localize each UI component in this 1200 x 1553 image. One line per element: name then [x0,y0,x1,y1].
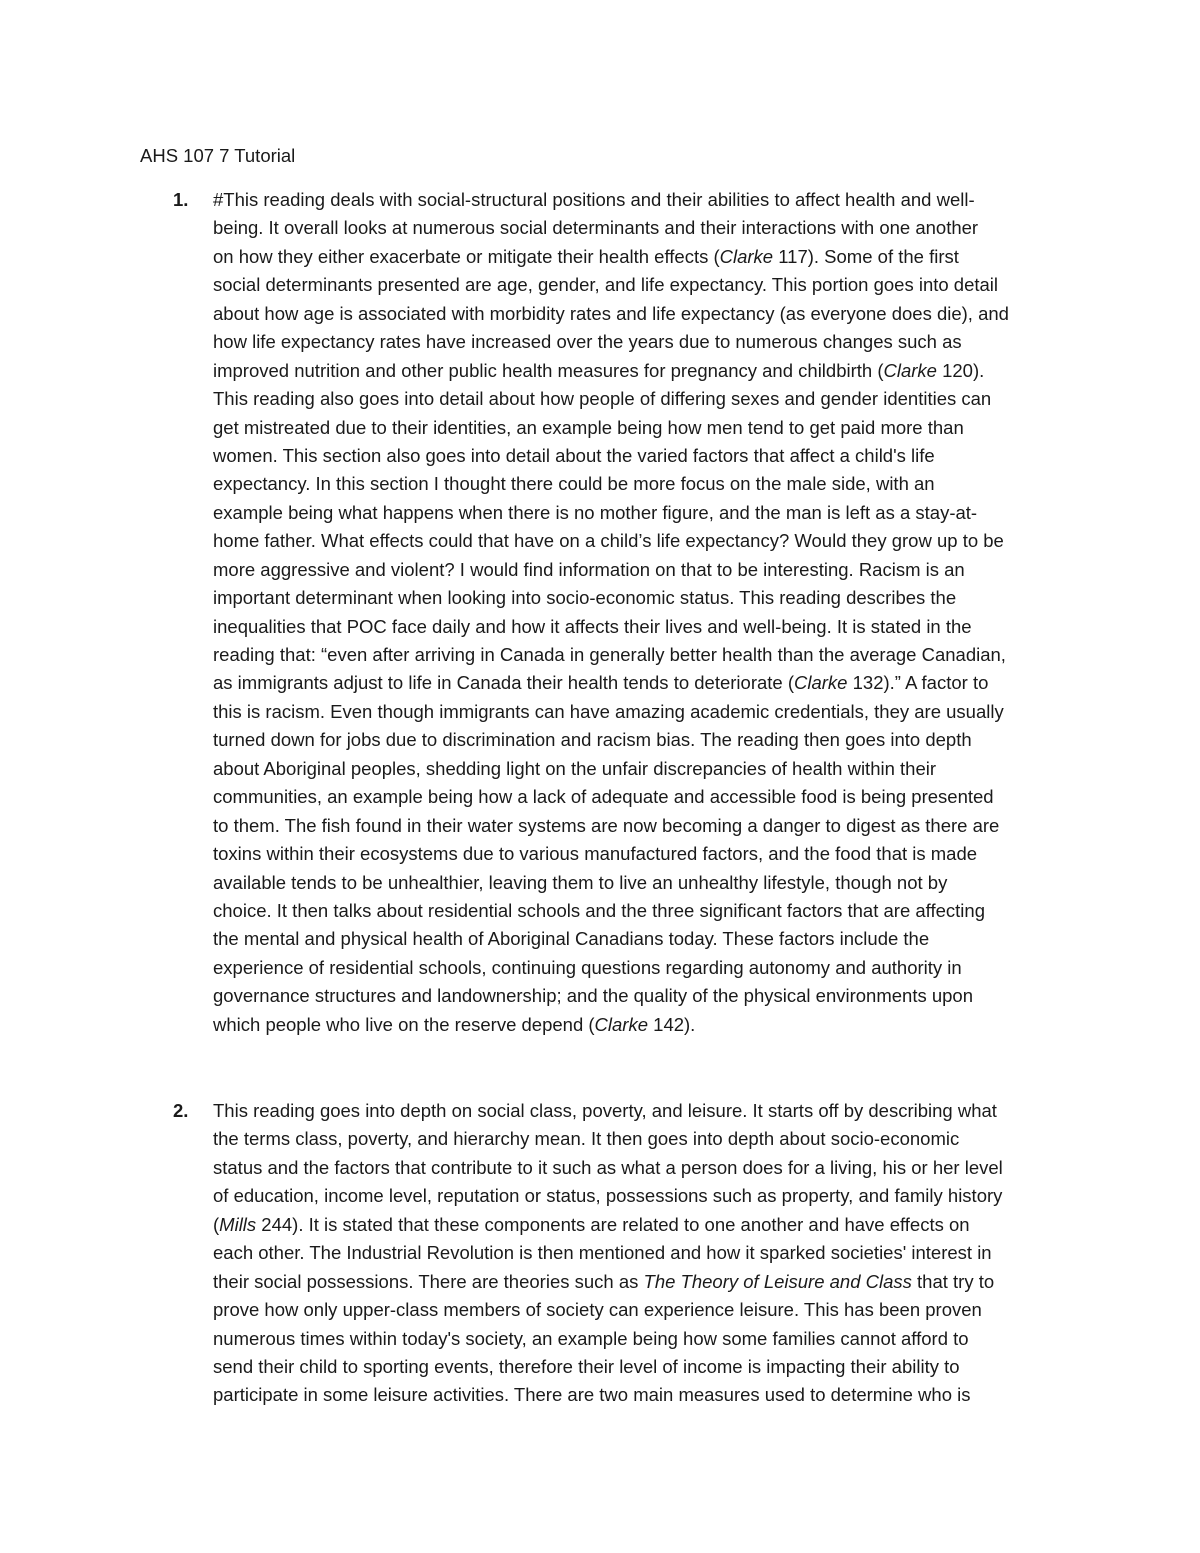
text-line: improved nutrition and other public health measures for pregnancy and childbirth (Clarke 120). [213,359,985,381]
text-line: how life expectancy rates have increased over the years due to numerous changes such as [213,331,962,353]
text-line: (Mills 244). It is stated that these components are related to one another and have effects on [213,1213,970,1235]
text-line: turned down for jobs due to discrimination and racism bias. The reading then goes into depth [213,729,972,751]
text-line: communities, an example being how a lack of adequate and accessible food is being presented [213,786,994,808]
text-line: numerous times within today's society, an example being how some families cannot afford to [213,1327,969,1349]
text-line: about Aboriginal peoples, shedding light on the unfair discrepancies of health within their [213,757,937,779]
text-line: choice. It then talks about residential schools and the three significant factors that are affecting [213,899,985,921]
text-line: toxins within their ecosystems due to various manufactured factors, and the food that is made [213,843,978,865]
document-title: AHS 107 7 Tutorial [140,145,296,166]
text-line: about how age is associated with morbidity rates and life expectancy (as everyone does die), and [213,302,1009,324]
text-line: the terms class, poverty, and hierarchy mean. It then goes into depth about socio-economic [213,1128,960,1150]
text-line: which people who live on the reserve depend (Clarke 142). [213,1013,696,1035]
text-line: home father. What effects could that have on a child’s life expectancy? Would they grow up to be [213,530,1004,552]
list-item-text [213,186,1073,1039]
text-line: to them. The fish found in their water systems are now becoming a danger to digest as there are [213,814,1000,836]
text-line: governance structures and landownership; and the quality of the physical environments upon [213,985,973,1007]
text-line: of education, income level, reputation or status, possessions such as property, and family history [213,1185,1003,1207]
text-line: each other. The Industrial Revolution is then mentioned and how it sparked societies' interest in [213,1242,992,1264]
text-line: This reading goes into depth on social class, poverty, and leisure. It starts off by describing what [213,1100,997,1121]
text-line: expectancy. In this section I thought there could be more focus on the male side, with an [213,473,935,495]
text-line: this is racism. Even though immigrants can have amazing academic credentials, they are usually [213,700,1004,722]
text-line: important determinant when looking into socio-economic status. This reading describes the [213,587,957,609]
list-item-number: 1. [173,189,189,210]
text-line: #This reading deals with social-structural positions and their abilities to affect health and well- [213,189,975,210]
text-line: available tends to be unhealthier, leaving them to live an unhealthy lifestyle, though not by [213,871,948,893]
text-line: example being what happens when there is no mother figure, and the man is left as a stay-at- [213,501,978,523]
text-line: status and the factors that contribute to it such as what a person does for a living, his or her level [213,1156,1003,1178]
text-line: reading that: “even after arriving in Canada in generally better health than the average Canadian, [213,644,1006,665]
text-line: women. This section also goes into detail about the varied factors that affect a child's life [213,444,935,466]
text-line: their social possessions. There are theories such as The Theory of Leisure and Class that try to [213,1270,995,1292]
text-line: send their child to sporting events, therefore their level of income is impacting their ability to [213,1355,960,1377]
text-line: experience of residential schools, continuing questions regarding autonomy and authority in [213,956,962,978]
text-line: social determinants presented are age, gender, and life expectancy. This portion goes into detail [213,274,999,296]
text-line: inequalities that POC face daily and how it affects their lives and well-being. It is stated in the [213,615,972,637]
text-line: get mistreated due to their identities, an example being how men tend to get paid more than [213,416,964,438]
text-line: prove how only upper-class members of society can experience leisure. This has been proven [213,1299,982,1321]
list-item-number: 2. [173,1100,189,1121]
text-line: This reading also goes into detail about how people of differing sexes and gender identities can [213,388,992,410]
text-line: the mental and physical health of Aboriginal Canadians today. These factors include the [213,928,930,950]
text-line: more aggressive and violent? I would find information on that to be interesting. Racism is an [213,558,965,580]
text-line: as immigrants adjust to life in Canada their health tends to deteriorate (Clarke 132).” A factor to [213,672,989,694]
text-line: on how they either exacerbate or mitigate their health effects (Clarke 117). Some of the first [213,245,959,267]
text-line: being. It overall looks at numerous social determinants and their interactions with one another [213,217,979,239]
list-item-text [213,1097,1073,1410]
text-line: participate in some leisure activities. There are two main measures used to determine who is [213,1384,971,1406]
